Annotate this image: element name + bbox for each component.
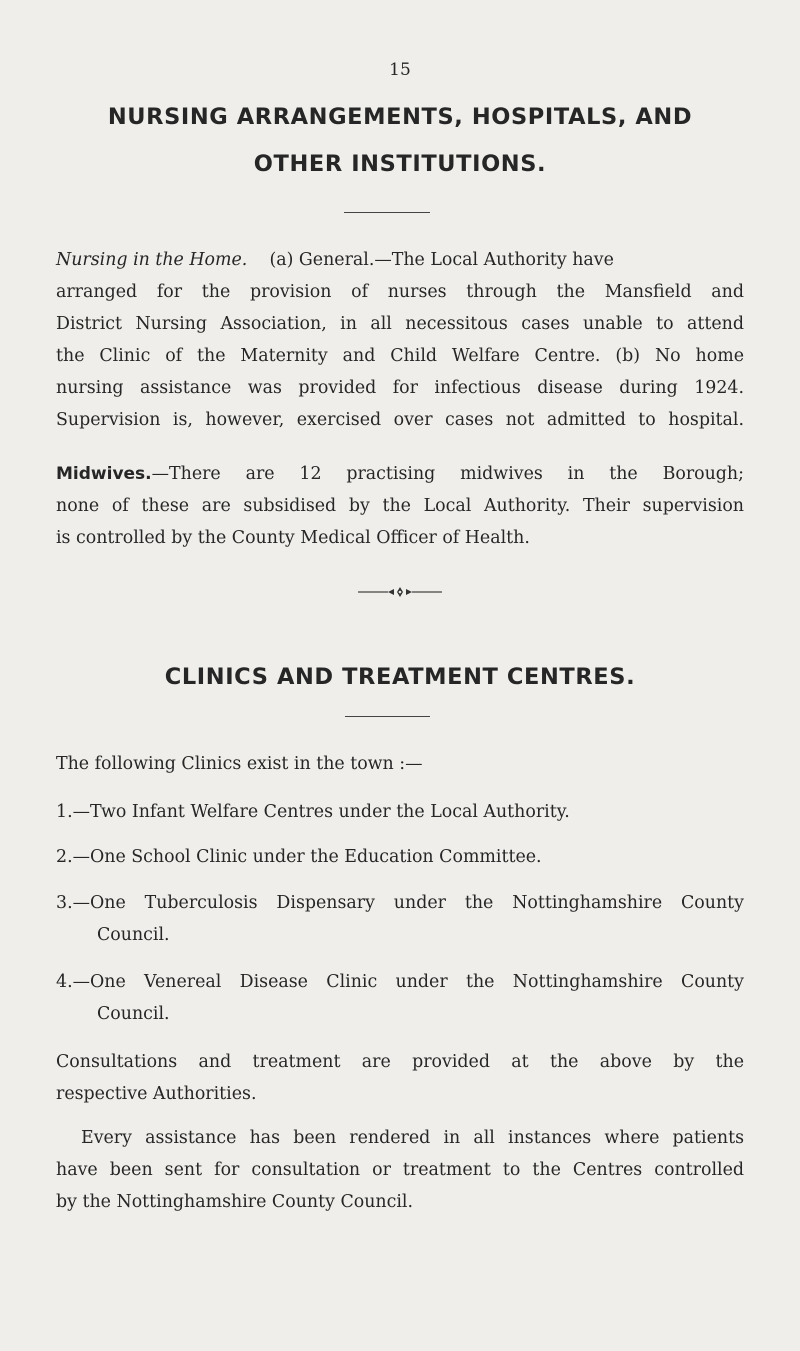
nursing-line: (a) General.—The Local Authority have [269,250,614,270]
list-item-number: 1. [56,802,73,822]
consultations-line: respective Authorities. [56,1084,257,1104]
consultations-line: Consultations and treatment are provided at the above by the [56,1052,744,1072]
midwives-paragraph [56,458,744,554]
nursing-in-home-paragraph [56,244,744,436]
nursing-line: arranged for the provision of nurses through the Mansfield and [56,282,744,302]
section-heading-clinics: CLINICS AND TREATMENT CENTRES. [164,664,636,690]
nursing-line: nursing assistance was provided for infectious disease during 1924. [56,378,744,398]
list-item [56,841,744,873]
list-item-text: —One Venereal Disease Clinic under the Nottinghamshire County [72,972,744,992]
nursing-line: Supervision is, however, exercised over cases not admitted to hospital. [56,410,744,430]
list-item [56,796,744,828]
consultations-paragraph [56,1046,744,1110]
ornament-divider-icon [358,586,442,600]
clinics-intro: The following Clinics exist in the town :— [56,754,423,774]
nursing-line: District Nursing Association, in all necessitous cases unable to attend [56,314,744,334]
list-item-number: 4. [56,972,73,992]
list-item [56,966,744,1030]
assistance-paragraph [56,1122,744,1218]
assistance-line: by the Nottinghamshire County Council. [56,1192,414,1212]
list-item-continuation: Council. [97,1004,170,1024]
midwives-line: is controlled by the County Medical Officer of Health. [56,528,530,548]
page-number: 15 [389,60,411,80]
list-item [56,887,744,951]
divider-rule [345,716,430,717]
list-item-text: —Two Infant Welfare Centres under the Local Authority. [72,802,570,822]
section-heading-nursing-line1: NURSING ARRANGEMENTS, HOSPITALS, AND [107,104,693,130]
nursing-lead: Nursing in the Home. [56,250,248,270]
list-item-text: —One Tuberculosis Dispensary under the Nottinghamshire County [72,893,744,913]
assistance-line: Every assistance has been rendered in all instances where patients [81,1128,744,1148]
list-item-number: 3. [56,893,73,913]
divider-rule [344,212,430,213]
list-item-continuation: Council. [97,925,170,945]
midwives-line: —There are 12 practising midwives in the Borough; [151,464,744,484]
assistance-line: have been sent for consultation or treatment to the Centres controlled [56,1160,744,1180]
nursing-line: the Clinic of the Maternity and Child Welfare Centre. (b) No home [56,346,744,366]
midwives-line: none of these are subsidised by the Local Authority. Their supervision [56,496,744,516]
section-heading-nursing-line2: OTHER INSTITUTIONS. [253,151,547,177]
list-item-number: 2. [56,847,73,867]
list-item-text: —One School Clinic under the Education Committee. [72,847,542,867]
midwives-lead: Midwives. [56,464,152,484]
